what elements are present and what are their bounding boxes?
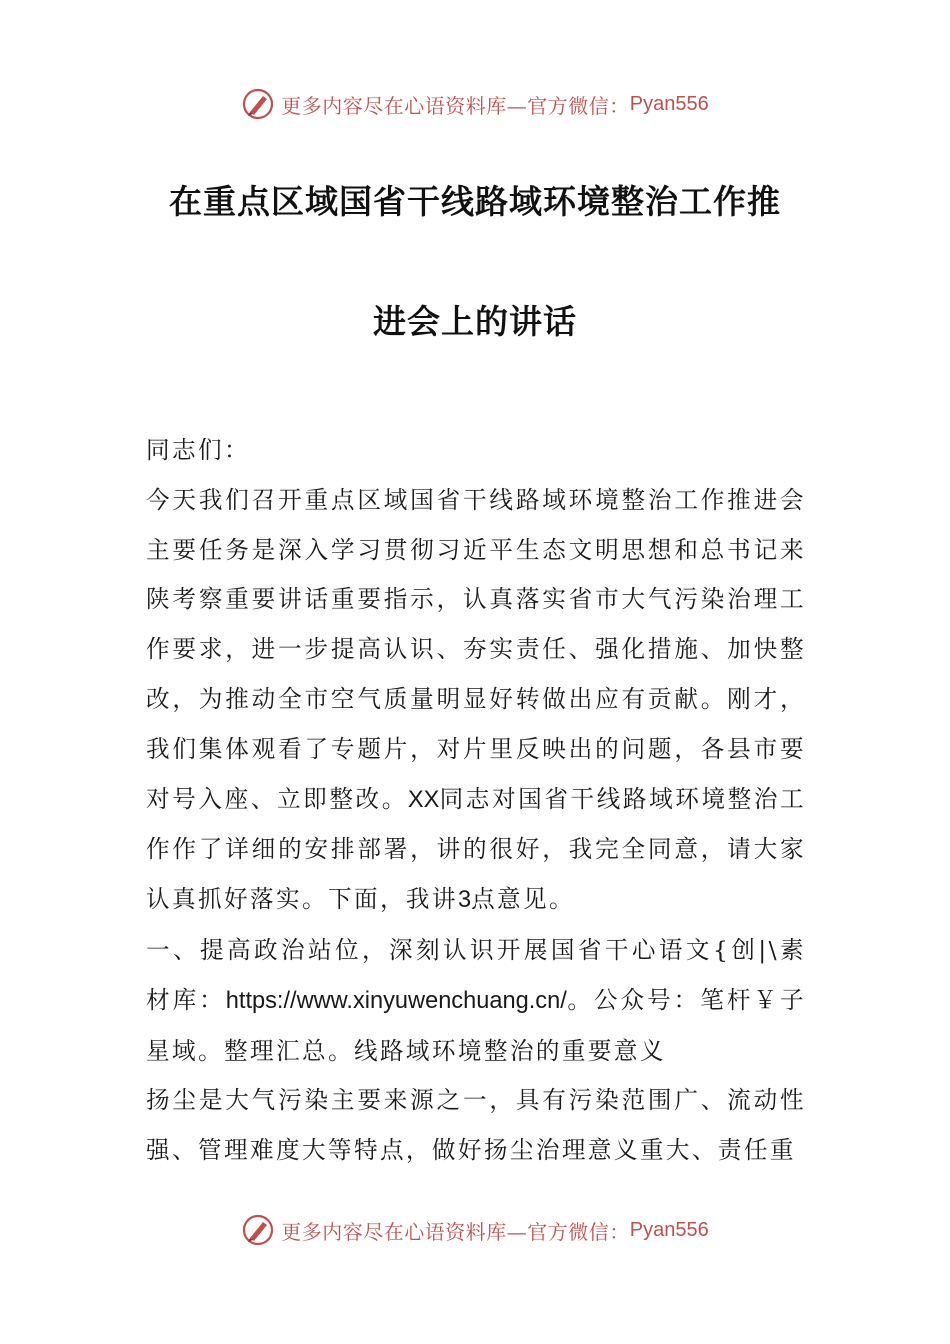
paragraph-1-text-c: 同志对国省干线路域环境整治工作作了详细的安排部署，讲的很好，我完全同意，请大家认真抓好落实。下面，我讲	[146, 784, 807, 914]
watermark-footer	[0, 1206, 950, 1254]
pen-logo-icon	[241, 1213, 275, 1247]
website-url: https://www.xinyuwenchuang.cn/	[225, 987, 567, 1014]
document-title-line-2: 进会上的讲话	[373, 302, 577, 341]
watermark-wechat-id: Pyan556	[629, 1218, 709, 1241]
watermark-header	[0, 80, 950, 128]
paragraph-2-text-c: 。公众号：笔杆￥子星域。整理汇总。线路域环境整治的重要意义	[146, 985, 807, 1065]
watermark-text: 更多内容尽在心语资料库—官方微信：	[281, 1219, 630, 1244]
watermark-wechat-id: Pyan556	[629, 92, 709, 115]
document-body	[146, 426, 806, 1176]
paragraph-2	[146, 926, 806, 1076]
document-title-line-1: 在重点区域国省干线路域环境整治工作推	[169, 182, 781, 221]
paragraph-1-text-a: 今天我们召开重点区域国省干线路域环境整治工作推进会主要任务是深入学习贯彻习近平生态文明思想和总书记来陕考察重要讲话重要指示，认真落实省市大气污染治理工作要求，进一步提高认识、夯实责任、强化措施、加快整改，为推动全市空气质量明显好转做出应有贡献。刚才，我们集体观看了专题片，对片里反映出的问题，各县市要对号入座、立即整改。	[146, 485, 806, 813]
paragraph-3: 扬尘是大气污染主要来源之一，具有污染范围广、流动性强、管理难度大等特点，做好扬尘治理意义重大、责任重	[146, 1086, 806, 1165]
watermark-text: 更多内容尽在心语资料库—官方微信：	[281, 93, 630, 118]
paragraph-2-text-a: 一、提高政治站位，深刻认识开展国省干心语文{创|\素材库：	[146, 935, 806, 1014]
paragraph-1-text-d: 3	[457, 887, 472, 914]
paragraph-1	[146, 476, 806, 926]
paragraph-1-text-b: XX	[407, 786, 440, 813]
salutation: 同志们：	[146, 436, 250, 464]
pen-logo-icon	[241, 87, 275, 121]
paragraph-1-text-e: 点意见。	[471, 885, 576, 914]
